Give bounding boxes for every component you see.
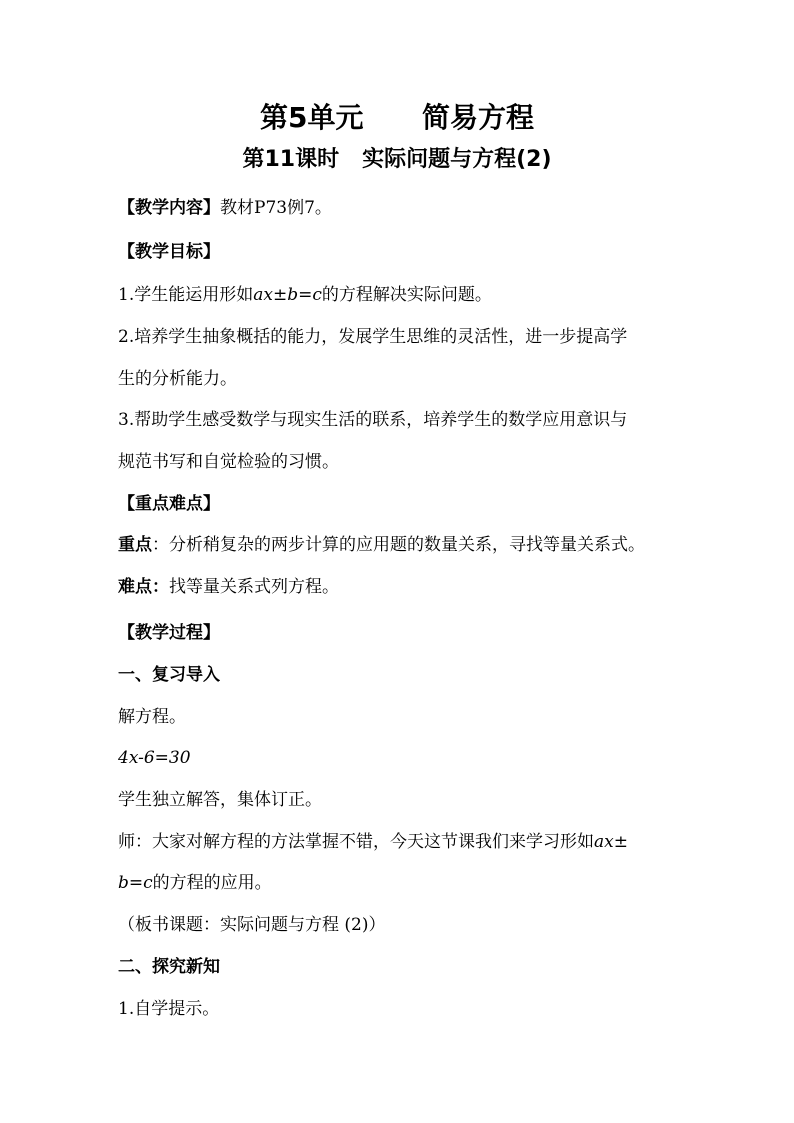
objective-2-line-2: 生的分析能力。	[118, 369, 237, 389]
key-point-line	[118, 533, 684, 557]
unit-title: 第5单元 简易方程	[260, 101, 534, 134]
process-heading: 【教学过程】	[118, 623, 220, 643]
content-label: 【教学内容】	[118, 198, 220, 218]
objective-1-expression: ax±b=c	[253, 285, 322, 305]
key-points-heading: 【重点难点】	[118, 494, 220, 514]
teacher-line-2-expression: b=c	[118, 873, 153, 893]
teacher-line-1	[118, 830, 684, 854]
section-1-paragraph-2: 学生独立解答，集体订正。	[118, 790, 322, 810]
content-line	[118, 196, 684, 220]
teacher-line-2	[118, 871, 684, 895]
section-1-heading: 一、复习导入	[118, 665, 220, 685]
board-note: （板书课题：实际问题与方程 (2)）	[118, 915, 386, 935]
objectives-heading: 【教学目标】	[118, 242, 220, 262]
difficulty-line	[118, 575, 684, 599]
teacher-line-1-expression: ax±	[594, 832, 628, 852]
objective-1-pre: 1.学生能运用形如	[118, 285, 254, 305]
section-2-item-1: 1.自学提示。	[118, 999, 220, 1019]
objective-1-post: 的方程解决实际问题。	[321, 285, 492, 305]
key-point-label: 重点	[118, 535, 152, 555]
difficulty-text: 找等量关系式列方程。	[169, 577, 339, 597]
lesson-title: 第11课时 实际问题与方程(2)	[242, 147, 552, 172]
objective-3-line-2: 规范书写和自觉检验的习惯。	[118, 452, 339, 472]
objective-2-line-1: 2.培养学生抽象概括的能力，发展学生思维的灵活性，进一步提高学	[118, 327, 628, 347]
review-equation: 4x-6=30	[118, 748, 191, 768]
difficulty-label: 难点：	[118, 577, 169, 597]
content-text: 教材P73例7。	[220, 198, 332, 218]
key-point-text: ：分析稍复杂的两步计算的应用题的数量关系，寻找等量关系式。	[152, 535, 645, 555]
section-1-paragraph-1: 解方程。	[118, 707, 186, 727]
section-2-heading: 二、探究新知	[118, 957, 220, 977]
teacher-line-1-text: 师：大家对解方程的方法掌握不错，今天这节课我们来学习形如	[118, 832, 594, 852]
objective-1	[118, 283, 684, 307]
objective-3-line-1: 3.帮助学生感受数学与现实生活的联系，培养学生的数学应用意识与	[118, 410, 628, 430]
teacher-line-2-text: 的方程的应用。	[152, 873, 272, 893]
